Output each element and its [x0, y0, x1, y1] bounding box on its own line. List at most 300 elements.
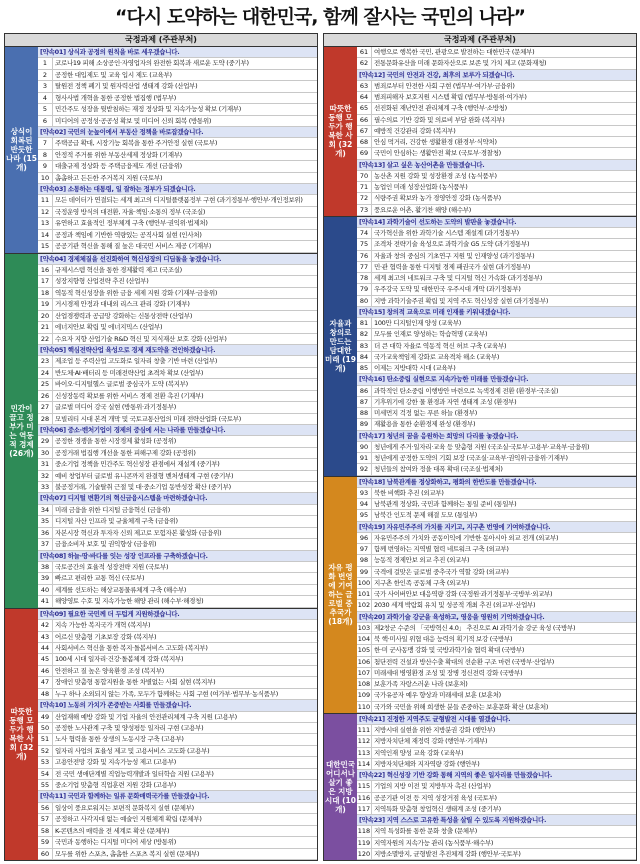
- task-text: 능동적 경제안보 외교 추진 (외교부): [374, 556, 470, 565]
- task-number: 103: [357, 623, 371, 632]
- promise-text: [약속12] 국민의 안전과 건강, 최후의 보루가 되겠습니다.: [359, 70, 515, 79]
- task-text: 반도체·AI·배터리 등 미래전략산업 초격차 확보 (산업부): [55, 368, 204, 377]
- task-row: [357, 137, 636, 148]
- promise-text: [약속13] 살고 싶은 농산어촌을 만들겠습니다.: [359, 160, 485, 169]
- task-row: [357, 363, 636, 374]
- task-number: 54: [38, 769, 53, 779]
- task-text: 대출규제 정상화 등 주택금융제도 개선 (금융위): [55, 162, 182, 171]
- task-text: 범죄피해자 보호지원 시스템 확립 (법무부·방통위·여가부): [374, 93, 527, 101]
- task-number: 78: [357, 273, 372, 283]
- task-number: 88: [357, 408, 372, 418]
- task-row: [38, 837, 317, 848]
- column-body: [5, 47, 317, 860]
- task-number: 91: [357, 453, 372, 463]
- task-row: [38, 402, 317, 413]
- task-text: 이제는 지방대학 시대 (교육부): [374, 364, 456, 372]
- task-text: 해양영토 수호 및 지속가능한 해양 관리 (해수부·해경청): [55, 597, 204, 606]
- task-number: 85: [357, 363, 372, 373]
- task-text: 바이오·디지털헬스 글로벌 중심국가 도약 (복지부): [55, 380, 188, 389]
- task-number: 101: [357, 590, 371, 598]
- task-row: [38, 471, 317, 482]
- task-text: 주택공급 확대, 시장기능 회복을 통한 주거안정 실현 (국토부): [55, 139, 218, 148]
- task-number: 114: [357, 759, 371, 768]
- task-number: 47: [38, 677, 53, 687]
- task-row: [357, 115, 636, 126]
- promise-text: [약속08] 하늘·땅·바다를 잇는 성장 인프라를 구축하겠습니다.: [40, 551, 208, 560]
- task-list: [38, 254, 317, 608]
- task-row: [38, 757, 317, 768]
- task-row: [38, 138, 317, 149]
- task-row: [357, 251, 636, 262]
- task-number: 118: [357, 827, 371, 836]
- task-row: [38, 814, 317, 825]
- task-number: 21: [38, 322, 53, 332]
- task-text: 안정적 주거를 위한 부동산세제 정상화 (기재부): [55, 150, 182, 159]
- task-row: [38, 150, 317, 161]
- task-row: [38, 677, 317, 688]
- strategy-block: [5, 609, 317, 860]
- task-row: [357, 600, 636, 611]
- task-number: 99: [357, 567, 372, 577]
- task-number: 57: [38, 814, 53, 824]
- promise-text: [약속17] 청년의 꿈을 응원하는 희망의 다리를 놓겠습니다.: [359, 431, 519, 440]
- task-row: [38, 734, 317, 745]
- task-row: [357, 679, 636, 690]
- task-number: 30: [38, 448, 53, 458]
- task-row: [357, 793, 636, 804]
- task-number: 69: [357, 148, 372, 158]
- task-number: 81: [357, 318, 372, 328]
- task-text: 거시경제 안정과 대내외 리스크 관리 강화 (기재부): [55, 300, 190, 309]
- task-number: 20: [38, 311, 53, 321]
- task-text: 안심 먹거리, 건강한 생활환경 (환경부·식약처): [374, 138, 497, 146]
- task-number: 50: [38, 723, 53, 733]
- task-number: 89: [357, 419, 372, 429]
- strategy-label: 대한민국 어디서나 살기 좋은 지방시대 (10개): [324, 714, 357, 860]
- task-text: 선진화된 재난안전 관리체계 구축 (행안부·소방청): [374, 104, 507, 113]
- task-text: 탈원전 정책 폐기 및 원자력산업 생태계 강화 (산업부): [55, 82, 198, 91]
- task-row: [38, 436, 317, 447]
- task-row: [357, 759, 636, 770]
- task-row: [38, 712, 317, 723]
- task-row: [357, 386, 636, 397]
- task-number: 87: [357, 397, 372, 407]
- task-text: 모두를 인재로 양성하는 학습혁명 (교육부): [374, 330, 488, 339]
- task-row: [357, 488, 636, 499]
- task-number: 46: [38, 666, 53, 676]
- task-row: [38, 81, 317, 92]
- task-text: 모든 데이터가 연결되는 세계 최고의 디지털플랫폼정부 구현 (과기정통부·행안부·개인정보위): [55, 196, 303, 205]
- promise-text: [약속10] 노동의 가치가 존중받는 사회를 만들겠습니다.: [40, 701, 192, 710]
- task-text: 국민이 안심하는 생활안전 확보 (국토부·경찰청): [374, 149, 501, 158]
- task-row: [357, 442, 636, 453]
- task-number: 7: [38, 138, 53, 148]
- task-number: 63: [357, 81, 372, 91]
- task-number: 100: [357, 578, 371, 587]
- task-text: 제2창군 수준의 「국방혁신 4.0」 추진으로 AI 과학기술 강군 육성 (국방부): [374, 623, 576, 632]
- task-row: [357, 544, 636, 555]
- task-row: [357, 567, 636, 578]
- task-text: 청년에게 공정한 도약의 기회 보장 (국조실·교육부·권익위·금융위·기재부): [374, 454, 568, 462]
- task-number: 70: [357, 171, 372, 181]
- task-text: 보훈가족 자랑스러운 나라 (보훈처): [374, 680, 468, 688]
- promise-text: [약속20] 과학기술 강군을 육성하고, 영웅을 영원히 기억하겠습니다.: [359, 612, 545, 621]
- task-text: 지역 특성화를 통한 문화 창출 (문체부): [374, 827, 477, 836]
- task-number: 94: [357, 499, 372, 509]
- task-text: 예방적 건강관리 강화 (복지부): [374, 126, 456, 135]
- task-text: 안전하고 질 높은 양육환경 조성 (복지부): [55, 666, 164, 675]
- task-row: [357, 748, 636, 759]
- promise-text: [약속15] 창의적 교육으로 미래 인재를 키워내겠습니다.: [359, 307, 511, 316]
- strategy-label: 자율과 창의로 만드는 담대한 미래 (19개): [324, 217, 357, 476]
- task-number: 97: [357, 544, 372, 554]
- task-number: 41: [38, 596, 53, 606]
- task-row: [38, 746, 317, 757]
- task-text: 에너지안보 확립 및 에너지믹스 (산업부): [55, 323, 163, 332]
- task-number: 74: [357, 228, 372, 238]
- task-text: 규제시스템 혁신을 통한 경제활력 제고 (국조실): [55, 266, 182, 275]
- task-row: [38, 116, 317, 127]
- promise-row: [357, 522, 636, 533]
- promise-text: [약속19] 자유민주주의 가치를 지키고, 지구촌 번영에 기여하겠습니다.: [359, 522, 551, 531]
- task-text: 지구촌 한인족 공동체 구축 (외교부): [374, 578, 470, 587]
- task-text: 국격에 걸맞은 글로벌 중추국가 역할 강화 (외교부): [374, 567, 509, 576]
- strategy-label: 자유 평화 번영에 기여하는 글로벌 중추국가 (18개): [324, 477, 357, 713]
- task-text: 100세 시대 일자리·건강·돌봄체계 강화 (복지부): [55, 655, 184, 664]
- task-list: [357, 477, 636, 713]
- task-number: 39: [38, 573, 53, 583]
- task-text: 신성장동력 확보를 위한 서비스 경제 전환 촉진 (기재부): [55, 391, 204, 400]
- task-row: [38, 654, 317, 665]
- task-number: 56: [38, 803, 53, 813]
- title-bar: [0, 0, 640, 30]
- task-text: 조격차 전략기술 육성으로 과학기술 G5 도약 (과기정통부): [374, 240, 530, 249]
- task-number: 65: [357, 103, 372, 113]
- task-number: 2: [38, 70, 53, 80]
- task-text: 노사 협력을 통한 상생의 노동시장 구축 (고용부): [55, 735, 184, 744]
- task-number: 45: [38, 654, 53, 664]
- task-list: [357, 217, 636, 476]
- promise-text: [약속02] 국민의 눈높이에서 부동산 정책을 바로잡겠습니다.: [40, 127, 204, 136]
- task-number: 40: [38, 585, 53, 595]
- promise-row: [38, 791, 317, 802]
- task-text: 누구 하나 소외되지 않는 가족, 모두가 함께하는 사회 구현 (여가부·법무부·농식품부): [55, 689, 278, 698]
- task-row: [38, 666, 317, 677]
- task-number: 61: [357, 47, 372, 57]
- task-row: [357, 273, 636, 284]
- task-number: 4: [38, 93, 53, 103]
- task-row: [357, 47, 636, 58]
- task-text: 금융소비자 보호 및 권익향상 (금융위): [55, 540, 157, 549]
- task-number: 75: [357, 239, 372, 249]
- task-text: 일상이 풍요로워지는 보편적 문화복지 실현 (문체부): [55, 803, 194, 812]
- task-row: [357, 239, 636, 250]
- task-row: [38, 173, 317, 184]
- promise-text: [약속05] 핵심전략산업 육성으로 경제 재도약을 견인하겠습니다.: [40, 345, 216, 354]
- task-number: 98: [357, 555, 372, 565]
- task-number: 66: [357, 115, 372, 125]
- strategy-block: [324, 47, 636, 217]
- task-row: [357, 736, 636, 747]
- task-number: 25: [38, 379, 53, 389]
- task-row: [38, 689, 317, 700]
- task-number: 49: [38, 712, 53, 722]
- task-number: 17: [38, 276, 53, 286]
- task-row: [38, 505, 317, 516]
- task-row: [357, 804, 636, 815]
- task-text: 공정과 책임에 기반한 역량있는 공직사회 실현 (인사처): [55, 230, 202, 239]
- task-text: 모빌리티 시대 본격 개막 및 국토교통산업의 미래 전략산업화 (국토부): [55, 414, 242, 423]
- task-row: [38, 230, 317, 241]
- task-number: 93: [357, 488, 372, 498]
- task-number: 31: [38, 459, 53, 469]
- promise-row: [38, 184, 317, 195]
- task-text: 국토공간의 효율적 성장전략 지원 (국토부): [55, 563, 169, 571]
- task-text: 풍요로운 어촌, 활기찬 해양 (해수부): [374, 205, 472, 214]
- task-row: [357, 690, 636, 701]
- task-number: 105: [357, 646, 371, 655]
- task-row: [38, 379, 317, 390]
- task-number: 83: [357, 341, 372, 351]
- task-number: 36: [38, 528, 53, 538]
- task-row: [38, 322, 317, 333]
- task-number: 84: [357, 352, 372, 362]
- promise-text: [약속16] 탄소중립 실현으로 지속가능한 미래를 만들겠습니다.: [359, 375, 529, 384]
- task-number: 116: [357, 793, 371, 802]
- task-number: 64: [357, 92, 372, 102]
- task-row: [357, 103, 636, 114]
- task-number: 27: [38, 402, 53, 412]
- task-row: [38, 161, 317, 172]
- task-text: 유연하고 효율적인 정부체계 구축 (행안부·권익위·법제처): [55, 219, 208, 228]
- task-number: 77: [357, 262, 372, 272]
- promise-row: [38, 47, 317, 58]
- task-row: [38, 803, 317, 814]
- promise-text: [약속21] 진정한 지역주도 균형발전 시대를 열겠습니다.: [359, 714, 511, 723]
- task-text: 공공기관 이전 등 지역 성장거점 육성 (국토부): [374, 793, 497, 802]
- task-row: [357, 171, 636, 182]
- task-number: 24: [38, 368, 53, 378]
- task-text: 형사사법 개혁을 통한 공정한 법집행 (법무부): [55, 93, 176, 102]
- task-text: 역동적 혁신성장을 위한 금융 세제 지원 강화 (기재부·금융위): [55, 288, 218, 297]
- task-row: [357, 329, 636, 340]
- task-text: 함께 번영하는 지역별 협력 네트워크 구축 (외교부): [374, 545, 509, 553]
- promise-row: [38, 493, 317, 504]
- task-text: 지역인재 양성 교육 강화 (교육부): [374, 748, 464, 757]
- task-text: 2030 세계 박람회 유치 및 성공적 개최 추진 (외교부·산업부): [374, 601, 536, 610]
- task-number: 10: [38, 173, 53, 183]
- strategy-block: [5, 254, 317, 609]
- task-number: 3: [38, 81, 53, 91]
- task-text: 수요자 지향 산업기술 R&D 혁신 및 지식재산 보호 강화 (산업부): [55, 334, 227, 343]
- task-row: [357, 193, 636, 204]
- task-row: [357, 92, 636, 103]
- task-text: 전통문화유산을 미래 문화자산으로 보존 및 가치 제고 (문화재청): [374, 59, 547, 68]
- task-text: 빠르고 편리한 교통 혁신 (국토부): [55, 574, 145, 583]
- task-row: [38, 391, 317, 402]
- task-text: 공정한 대입제도 및 교육 입시 제도 (교육부): [55, 70, 172, 79]
- task-text: 국가교육책임제 강화로 교육격차 해소 (교육부): [374, 352, 500, 361]
- task-text: 청년들의 참여와 정을 대폭 확대 (국조실·법제처): [374, 465, 503, 474]
- promise-text: [약속06] 중소·벤처기업이 경제의 중심에 서는 나라를 만들겠습니다.: [40, 425, 226, 434]
- task-row: [357, 148, 636, 159]
- task-text: 북한 비핵화 추진 (외교부): [374, 488, 444, 497]
- task-text: 재활용을 통한 순환경제 완성 (환경부): [374, 420, 476, 429]
- task-text: 농업인 미래 성장산업화 (농식품부): [374, 183, 468, 191]
- promise-text: [약속11] 국민과 함께하는 일류 문화매력국가를 만들겠습니다.: [40, 792, 210, 801]
- task-row: [38, 596, 317, 607]
- task-row: [38, 265, 317, 276]
- task-row: [357, 228, 636, 239]
- task-number: 96: [357, 533, 372, 543]
- task-row: [38, 241, 317, 252]
- task-text: 지방시대 실현을 위한 지방분권 강화 (행안부): [374, 726, 495, 734]
- task-text: 미래세대 병영환경 조성 및 장병 정신전력 강화 (국방부): [374, 668, 523, 677]
- task-number: 15: [38, 241, 53, 251]
- task-number: 115: [357, 782, 371, 791]
- promise-text: [약속03] 소통하는 대통령, 일 잘하는 정부가 되겠습니다.: [40, 185, 196, 194]
- task-text: 지속 가능한 복지국가 개혁 (복지부): [55, 621, 151, 630]
- task-text: 민간주도 성장을 뒷받침하는 재정 정상화 및 지속가능성 확보 (기재부): [55, 105, 242, 114]
- task-number: 13: [38, 218, 53, 228]
- task-row: [357, 634, 636, 645]
- task-row: [38, 562, 317, 573]
- strategy-block: [324, 477, 636, 714]
- task-text: 중소기업 맞춤형 직업훈련 지원 강화 (고용부): [55, 781, 176, 790]
- task-text: 국가혁신을 위한 과학기술 시스템 재설계 (과기정통부): [374, 229, 519, 237]
- task-row: [38, 276, 317, 287]
- task-number: 11: [38, 195, 53, 205]
- task-row: [38, 632, 317, 643]
- task-text: 청년에게 주거·일자리·교육 등 맞춤형 지원 (국조실·국토부·고용부·교육부·금융위): [374, 442, 590, 451]
- page-title: “다시 도약하는 대한민국, 함께 잘사는 국민의 나라”: [115, 5, 525, 28]
- task-row: [357, 296, 636, 307]
- task-row: [357, 318, 636, 329]
- task-number: 18: [38, 288, 53, 298]
- task-number: 33: [38, 482, 53, 492]
- task-number: 62: [357, 58, 372, 68]
- task-number: 29: [38, 436, 53, 446]
- task-row: [38, 288, 317, 299]
- task-number: 73: [357, 205, 372, 215]
- task-text: 미세먼지 걱정 없는 푸른 하늘 (환경부): [374, 409, 477, 417]
- task-number: 112: [357, 737, 371, 746]
- task-number: 22: [38, 334, 53, 344]
- task-number: 90: [357, 442, 372, 452]
- task-text: 자본시장 혁신과 투자자 신뢰 제고로 모험자본 활성화 (금융위): [55, 528, 222, 537]
- task-row: [357, 781, 636, 792]
- task-number: 8: [38, 150, 53, 160]
- promise-row: [38, 425, 317, 436]
- task-number: 28: [38, 414, 53, 424]
- task-number: 117: [357, 804, 371, 813]
- promise-text: [약속07] 디지털 변환기의 혁신금융시스템을 마련하겠습니다.: [40, 494, 208, 503]
- task-text: 성장지향형 산업전략 추진 (산업부): [55, 277, 149, 286]
- task-number: 120: [357, 849, 371, 858]
- promise-row: [357, 307, 636, 318]
- task-text: 지방자치단체 재정력 강화 (행안부·기재부): [374, 737, 488, 746]
- task-number: 53: [38, 757, 53, 767]
- left-column: [4, 33, 318, 861]
- task-row: [357, 555, 636, 566]
- task-number: 104: [357, 635, 371, 643]
- task-row: [38, 459, 317, 470]
- task-number: 48: [38, 689, 53, 699]
- task-number: 52: [38, 746, 53, 756]
- strategy-label: 따뜻한 동행 모두가 행복한 사회 (32개): [5, 609, 38, 860]
- task-row: [357, 182, 636, 193]
- task-row: [38, 70, 317, 81]
- task-number: 14: [38, 230, 53, 240]
- promise-row: [38, 609, 317, 620]
- task-row: [357, 510, 636, 521]
- promise-row: [357, 160, 636, 171]
- task-row: [38, 643, 317, 654]
- task-number: 9: [38, 161, 53, 171]
- task-text: 기업의 지방 이전 및 지방투자 촉진 (산업부): [374, 782, 491, 791]
- strategy-label: 상식이 회복된 반듯한 나라 (15개): [5, 47, 38, 253]
- task-row: [357, 58, 636, 69]
- promise-row: [357, 70, 636, 81]
- task-row: [38, 311, 317, 322]
- task-number: 58: [38, 826, 53, 836]
- task-number: 59: [38, 837, 53, 847]
- promise-text: [약속22] 혁신성장 기반 강화 통해 지역의 좋은 일자리를 만들겠습니다.: [359, 771, 553, 779]
- task-row: [38, 356, 317, 367]
- task-text: 더 큰 대학 자율로 역동적 혁신 허브 구축 (교육부): [374, 341, 507, 350]
- task-text: 100만 디지털인재 양성 (교육부): [374, 319, 462, 327]
- task-text: 장애인 맞춤형 통합지원을 통한 차별없는 사회 실현 (복지부): [55, 678, 216, 687]
- task-text: 국가 사이버안보 대응역량 강화 (국정원·과기정통부·국방부·외교부): [374, 590, 553, 598]
- strategy-block: [324, 217, 636, 477]
- task-text: 중소기업 정책을 민간주도 혁신성장 관점에서 재설계 (중기부): [55, 460, 220, 469]
- task-text: 고용안전망 강화 및 지속가능성 제고 (고용부): [55, 758, 176, 767]
- task-number: 26: [38, 391, 53, 401]
- task-list: [38, 47, 317, 253]
- task-row: [38, 482, 317, 493]
- column-body: [324, 47, 636, 860]
- task-number: 67: [357, 126, 372, 136]
- task-number: 86: [357, 386, 372, 396]
- task-row: [38, 448, 317, 459]
- task-row: [357, 838, 636, 849]
- task-text: 공정거래 법집행 개선을 통한 피해구제 강화 (공정위): [55, 448, 196, 457]
- task-text: 공정한 경쟁을 통한 시장경제 활성화 (공정위): [55, 437, 176, 446]
- promise-row: [357, 770, 636, 781]
- task-text: 불공정거래, 기술탈취 근절 및 대·중소기업 동반성장 확산 (중기부): [55, 483, 231, 492]
- task-number: 110: [357, 702, 371, 711]
- task-row: [38, 195, 317, 206]
- task-number: 1: [38, 58, 53, 68]
- task-row: [38, 104, 317, 115]
- task-number: 51: [38, 734, 53, 744]
- task-row: [38, 585, 317, 596]
- task-number: 107: [357, 668, 371, 677]
- task-text: 산업재해 예방 강화 및 기업 자율의 안전관리체계 구축 지원 (고용부): [55, 712, 237, 721]
- task-row: [357, 668, 636, 679]
- task-row: [38, 826, 317, 837]
- task-text: 첨단전력 건설과 방산수출 확대의 선순환 구조 마련 (국방부·산업부): [374, 657, 555, 666]
- task-text: 국가유공자 예우 향상과 미래세대 보훈 (보훈처): [374, 691, 501, 700]
- task-text: 지역자원의 지속가능 관리 (농식품부·해수부): [374, 838, 494, 847]
- task-text: 디지털 자산 인프라 및 규율체계 구축 (금융위): [55, 517, 178, 526]
- task-text: 촘촘하고 든든한 주거복지 지원 (국토부): [55, 173, 163, 182]
- task-number: 60: [38, 849, 53, 859]
- promise-row: [357, 815, 636, 826]
- promise-text: [약속04] 경제체질을 선진화하여 혁신성장의 디딤돌을 놓겠습니다.: [40, 254, 222, 263]
- strategy-block: [5, 47, 317, 254]
- task-row: [357, 657, 636, 668]
